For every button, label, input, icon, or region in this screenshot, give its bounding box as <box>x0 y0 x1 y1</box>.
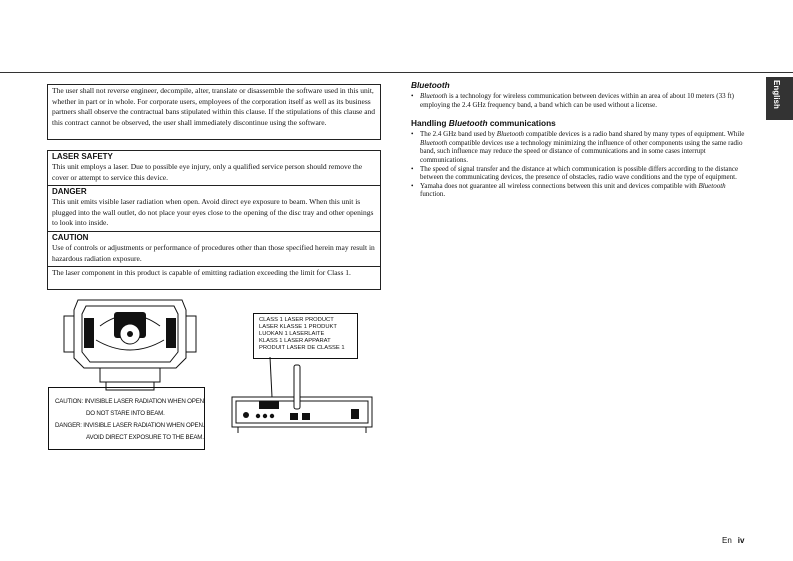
class-label-line5: PRODUIT LASER DE CLASSE 1 <box>259 345 345 351</box>
class-label-line4: KLASS 1 LASER APPARAT <box>259 338 331 344</box>
disc-tray-illustration <box>60 296 200 392</box>
bluetooth-list <box>411 92 747 109</box>
list-item: • Yamaha does not guarantee all wireless connections between this unit and devices compatible with Bluetooth function. <box>420 182 747 199</box>
caution-section <box>48 232 380 267</box>
laser-safety-body: This unit employs a laser. Due to possible eye injury, only a qualified service person should remove the cover or attempt to service this device. <box>52 162 363 182</box>
caution-label-line3: DANGER: INVISIBLE LASER RADIATION WHEN OPEN. <box>55 422 205 429</box>
class-label-line3: LUOKAN 1 LASERLAITE <box>259 331 325 337</box>
header-rule <box>0 72 793 73</box>
list-item: • The speed of signal transfer and the distance at which communication is possible differs according to the distance between the communicating devices, the presence of obstacles, radio wave conditions and the type of equipment. <box>420 165 747 182</box>
bluetooth-column <box>411 80 747 199</box>
page-number: En iv <box>722 536 745 545</box>
list-item: • The 2.4 GHz band used by Bluetooth compatible devices is a radio band shared by many types of equipment. While Bluetooth compatible devices use a technology minimizing the influence of other components using the same radio band, such influence may reduce the speed or distance of communications and in some cases interrupt communications. <box>420 130 747 164</box>
caution-label-line2: DO NOT STARE INTO BEAM. <box>86 410 165 417</box>
rear-panel-illustration <box>228 357 376 435</box>
handling-title: Handling Bluetooth communications <box>411 118 556 129</box>
danger-title: DANGER <box>52 187 87 197</box>
language-tab: English <box>766 77 793 120</box>
bluetooth-title: Bluetooth <box>411 80 450 90</box>
caution-label-line1: CAUTION: INVISIBLE LASER RADIATION WHEN OPEN. <box>55 398 206 405</box>
caution-label <box>48 387 205 450</box>
license-text: The user shall not reverse engineer, decompile, alter, translate or disassemble the software used in this unit, whether in part or in whole. For corporate users, employees of the corporation itself as well as its business partners shall observe the contractual bans stipulated within this clause. If the stipulations of this clause and this contract cannot be observed, the user shall immediately discontinue using the software. <box>52 86 376 127</box>
class1-laser-label <box>253 313 358 359</box>
laser-class-text: The laser component in this product is capable of emitting radiation exceeding the limit for Class 1. <box>52 268 351 278</box>
caution-title: CAUTION <box>52 232 89 242</box>
class-label-line2: LASER KLASSE 1 PRODUKT <box>259 324 337 330</box>
class-label-line1: CLASS 1 LASER PRODUCT <box>259 317 334 323</box>
list-item: • Bluetooth is a technology for wireless communication between devices within an area of about 10 meters (33 ft) employing the 2.4 GHz frequency band, a band which can be used without a license. <box>420 92 747 109</box>
handling-list <box>411 130 747 199</box>
license-box <box>47 84 381 140</box>
laser-safety-section <box>48 151 380 186</box>
caution-body: Use of controls or adjustments or performance of procedures other than those specified herein may result in hazardous radiation exposure. <box>52 242 375 263</box>
laser-safety-title: LASER SAFETY <box>52 152 113 161</box>
danger-section <box>48 186 380 232</box>
danger-body: This unit emits visible laser radiation when open. Avoid direct eye exposure to beam. When this unit is plugged into the wall outlet, do not place your eyes close to the opening of the disc tray and other openings to look into inside. <box>52 197 374 228</box>
caution-label-line4: AVOID DIRECT EXPOSURE TO THE BEAM. <box>86 434 204 441</box>
laser-safety-box <box>47 150 381 290</box>
laser-class-section <box>48 267 380 281</box>
